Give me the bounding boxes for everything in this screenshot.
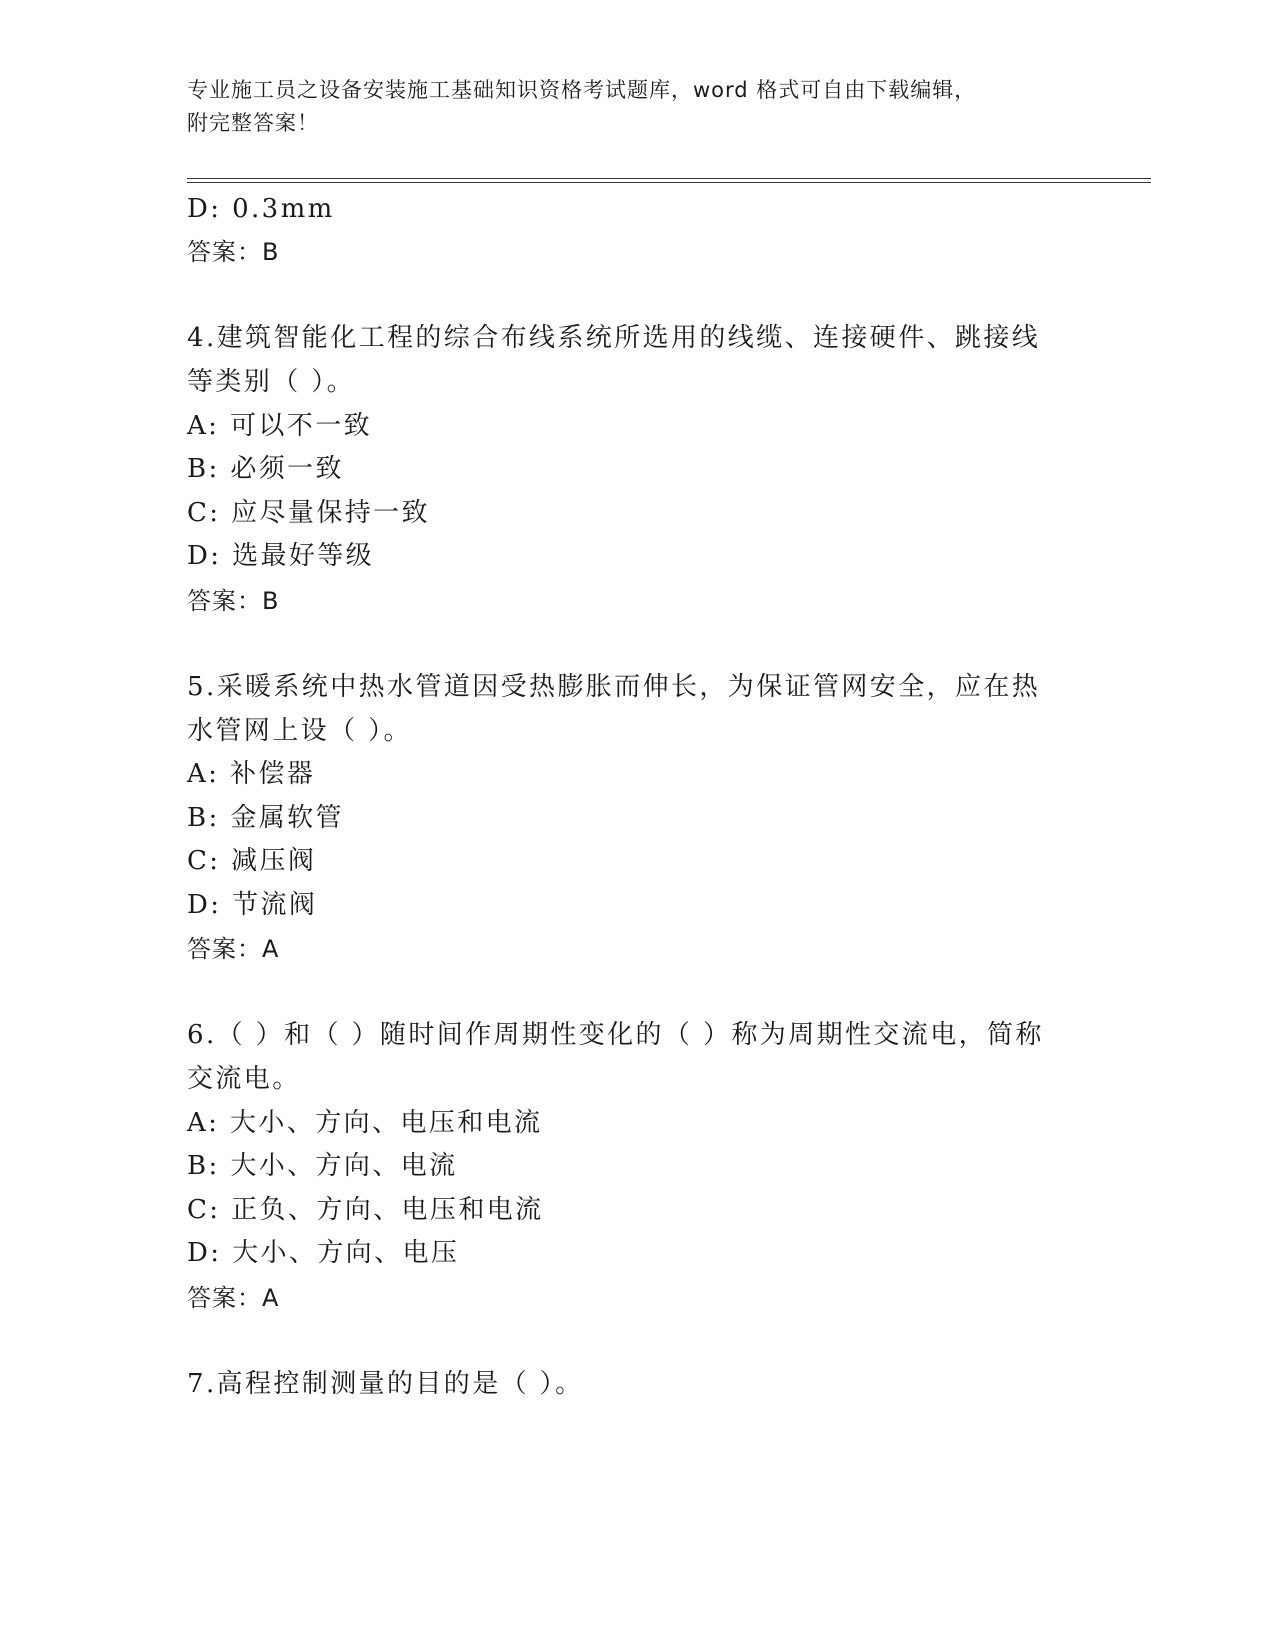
q4-option-b: B: 必须一致 — [187, 454, 344, 484]
q6-option-c: C: 正负、方向、电压和电流 — [187, 1195, 544, 1225]
q4-option-d: D: 选最好等级 — [187, 541, 375, 571]
q6-option-d: D: 大小、方向、电压 — [187, 1238, 460, 1268]
q4-option-a: A: 可以不一致 — [187, 411, 373, 441]
q6-stem-line-2: 交流电。 — [187, 1064, 301, 1094]
q6-option-a: A: 大小、方向、电压和电流 — [187, 1108, 543, 1138]
q5-option-d: D: 节流阀 — [187, 890, 318, 920]
header-title-line-2: 附完整答案！ — [187, 111, 319, 135]
document-header — [187, 74, 1107, 140]
q6-stem-line-1: 6.（ ）和（ ）随时间作周期性变化的（ ）称为周期性交流电，简称 — [187, 1020, 1044, 1050]
prev-option-d: D: 0.3mm — [187, 194, 335, 224]
q4-option-c: C: 应尽量保持一致 — [187, 498, 430, 528]
q6-answer: 答案：A — [187, 1284, 280, 1312]
q5-option-a: A: 补偿器 — [187, 759, 316, 789]
q4-stem-line-2: 等类别（ ）。 — [187, 367, 356, 397]
q4-answer: 答案：B — [187, 587, 280, 615]
header-divider-bottom — [187, 182, 1151, 183]
q5-option-b: B: 金属软管 — [187, 803, 344, 833]
q5-stem-line-2: 水管网上设（ ）。 — [187, 716, 412, 746]
prev-answer: 答案：B — [187, 238, 280, 266]
q4-stem-line-1: 4.建筑智能化工程的综合布线系统所选用的线缆、连接硬件、跳接线 — [187, 323, 1041, 353]
q5-stem-line-1: 5.采暖系统中热水管道因受热膨胀而伸长，为保证管网安全，应在热 — [187, 672, 1041, 702]
q5-answer: 答案：A — [187, 935, 280, 963]
q5-option-c: C: 减压阀 — [187, 846, 317, 876]
header-title-line-1: 专业施工员之设备安装施工基础知识资格考试题库，word 格式可自由下载编辑， — [187, 78, 977, 102]
header-divider-top — [187, 178, 1151, 179]
q7-stem-line-1: 7.高程控制测量的目的是（ ）。 — [187, 1369, 584, 1399]
q6-option-b: B: 大小、方向、电流 — [187, 1151, 458, 1181]
